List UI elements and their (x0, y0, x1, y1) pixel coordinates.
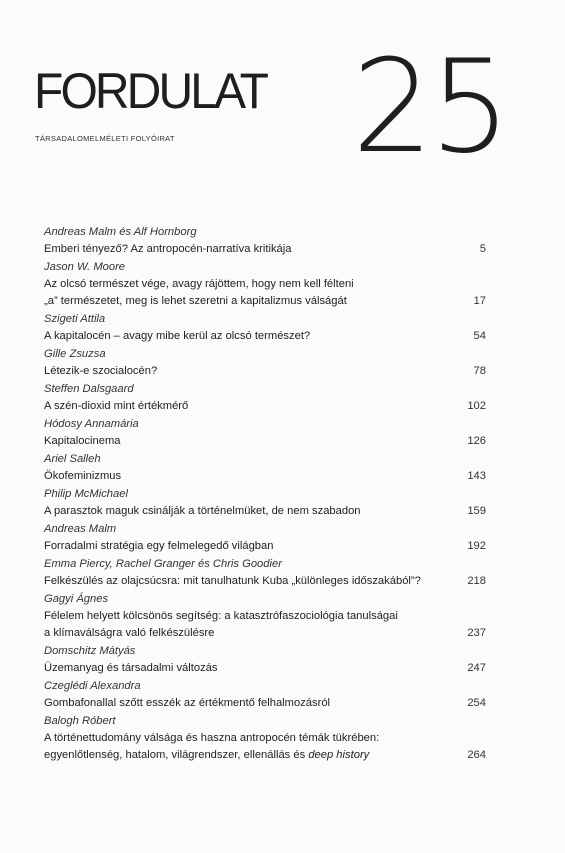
journal-subtitle: TÁRSADALOMELMÉLETI FOLYÓIRAT (35, 134, 175, 143)
toc-entry (44, 311, 486, 345)
toc-author: Emma Piercy, Rachel Granger és Chris Goodier (44, 558, 282, 570)
toc-page-number: 102 (467, 400, 486, 412)
toc-title-line: A történettudomány válsága és haszna antropocén témák tükrében: (44, 732, 380, 744)
toc-author: Balogh Róbert (44, 715, 116, 727)
toc-page-number: 254 (467, 697, 486, 709)
toc-title-line: A parasztok maguk csinálják a történelmüket, de nem szabadon (44, 505, 361, 517)
toc-title-line: Felkészülés az olajcsúcsra: mit tanulhatunk Kuba „különleges időszakából”? (44, 575, 421, 587)
toc-author: Domschitz Mátyás (44, 645, 136, 657)
toc-title-line: Üzemanyag és társadalmi változás (44, 662, 218, 674)
toc-page-number: 218 (467, 575, 486, 587)
toc-author: Andreas Malm (44, 523, 117, 535)
toc-author: Gagyi Ágnes (44, 593, 109, 605)
toc-title-italic: deep history (308, 749, 370, 761)
toc-title-line: A kapitalocén – avagy mibe kerül az olcsó természet? (44, 330, 311, 342)
toc-author: Ariel Salleh (44, 453, 101, 465)
toc-title-line: Ökofeminizmus (44, 470, 122, 482)
toc-page-number: 247 (467, 662, 486, 674)
toc-author: Andreas Malm és Alf Hornborg (44, 226, 197, 238)
toc-entry (44, 416, 486, 450)
toc-page-number: 159 (467, 505, 486, 517)
toc-page-number: 264 (467, 749, 486, 761)
toc-entry (44, 259, 486, 310)
toc-entry (44, 643, 486, 677)
toc-entry (44, 678, 486, 712)
toc-entry (44, 556, 486, 590)
toc-author: Szigeti Attila (44, 313, 106, 325)
toc-author: Czeglédi Alexandra (44, 680, 141, 692)
toc-page-number: 237 (467, 627, 486, 639)
toc-entry (44, 591, 486, 642)
toc-title-line: „a” természetet, meg is lehet szeretni a kapitalizmus válságát (44, 295, 347, 307)
table-of-contents (44, 224, 486, 765)
toc-title-line: Gombafonallal szőtt esszék az értékmentő felhalmozásról (44, 697, 331, 709)
toc-author: Gille Zsuzsa (44, 348, 106, 360)
toc-page-number: 17 (473, 295, 486, 307)
toc-entry (44, 381, 486, 415)
toc-title-line: Forradalmi stratégia egy felmelegedő világban (44, 540, 274, 552)
toc-page-number: 143 (467, 470, 486, 482)
toc-entry (44, 713, 486, 764)
toc-author: Philip McMichael (44, 488, 128, 500)
toc-page-number: 5 (479, 243, 486, 255)
toc-title-line: Létezik-e szocialocén? (44, 365, 158, 377)
toc-title-line: Emberi tényező? Az antropocén-narratíva kritikája (44, 243, 292, 255)
toc-title-line: A szén-dioxid mint értékmérő (44, 400, 189, 412)
toc-page-number: 126 (467, 435, 486, 447)
journal-title: FORDULAT (34, 63, 267, 119)
toc-page-number: 192 (467, 540, 486, 552)
toc-entry (44, 224, 486, 258)
toc-author: Hódosy Annamária (44, 418, 139, 430)
toc-entry (44, 451, 486, 485)
toc-entry (44, 346, 486, 380)
toc-title-line: Az olcsó természet vége, avagy rájöttem, hogy nem kell félteni (44, 278, 354, 290)
toc-author: Steffen Dalsgaard (44, 383, 134, 395)
toc-author: Jason W. Moore (44, 261, 126, 273)
toc-title-line: egyenlőtlenség, hatalom, világrendszer, ellenállás és deep history (44, 749, 370, 761)
toc-title-line: Félelem helyett kölcsönös segítség: a katasztrófaszociológia tanulságai (44, 610, 398, 622)
toc-entry (44, 521, 486, 555)
toc-page-number: 54 (473, 330, 486, 342)
toc-page-number: 78 (473, 365, 486, 377)
masthead (0, 0, 565, 200)
issue-number: 25 (352, 33, 507, 182)
toc-entry (44, 486, 486, 520)
toc-title-line: Kapitalocinema (44, 435, 121, 447)
toc-title-line: a klímaválságra való felkészülésre (44, 627, 215, 639)
